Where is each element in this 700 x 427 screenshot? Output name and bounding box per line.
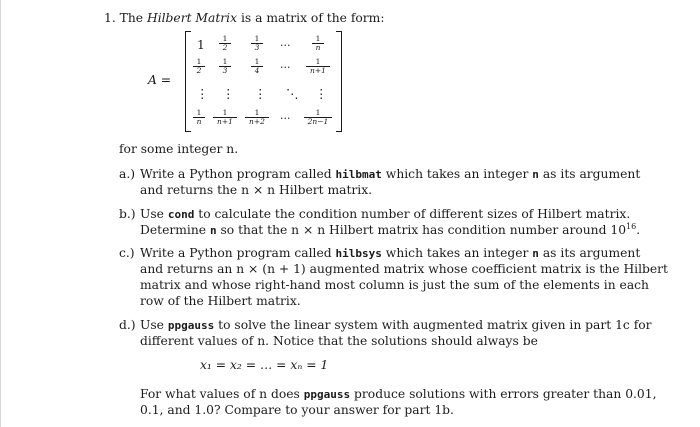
- solution-equation: x₁ = x₂ = … = xₙ = 1: [200, 358, 329, 372]
- part-d-label: d.): [119, 318, 136, 332]
- m31-vdots: ⋮: [196, 87, 209, 101]
- code-n: n: [209, 224, 217, 237]
- problem-number: 1.: [104, 11, 116, 25]
- m21: $\frac{1}{2}$: [193, 58, 205, 75]
- part-d-question1: For what values of n does ppgauss produce solutions with errors greater than 0.01,: [140, 387, 657, 401]
- m33-vdots: ⋮: [254, 87, 267, 101]
- m34-ddots: ⋱: [286, 87, 299, 101]
- m14-dots: ···: [280, 39, 291, 52]
- m44-dots: ···: [280, 112, 291, 125]
- code-n: n: [532, 168, 539, 181]
- m13: $\frac{1}{3}$: [251, 35, 263, 52]
- page-edge-shadow: [0, 0, 1, 427]
- part-c-line1: Write a Python program called hilbsys which takes an integer n as its argument: [140, 246, 641, 260]
- code-n: n: [532, 247, 539, 260]
- intro-hilbert-matrix: Hilbert Matrix: [146, 11, 238, 25]
- m32-vdots: ⋮: [222, 87, 235, 101]
- part-c-line3: matrix and whose right-hand most column is just the sum of the elements in each: [140, 278, 649, 292]
- part-d-line2: different values of n. Notice that the solutions should always be: [140, 334, 538, 348]
- part-c-line4: row of the Hilbert matrix.: [140, 294, 301, 308]
- left-bracket: [185, 31, 191, 132]
- intro-post: is a matrix of the form:: [237, 11, 385, 25]
- code-cond: cond: [167, 208, 195, 221]
- part-b-label: b.): [119, 207, 136, 221]
- m24-dots: ···: [280, 61, 291, 74]
- m11: 1: [197, 38, 205, 52]
- m15: $\frac{1}{n}$: [312, 35, 324, 52]
- matrix-lhs: A =: [148, 73, 172, 87]
- part-d-line1: Use ppgauss to solve the linear system with augmented matrix given in part 1c for: [140, 318, 652, 332]
- code-ppgauss: ppgauss: [167, 319, 215, 332]
- m23: $\frac{1}{4}$: [251, 58, 263, 75]
- part-a-label: a.): [119, 167, 136, 181]
- part-c-line2: and returns an n × (n + 1) augmented matrix whose coefficient matrix is the Hilbert: [140, 262, 668, 276]
- right-bracket: [336, 31, 342, 132]
- problem-heading: [104, 10, 384, 26]
- code-hilbsys: hilbsys: [335, 247, 382, 260]
- m42: $\frac{1}{n+1}$: [213, 109, 237, 126]
- m12: $\frac{1}{2}$: [219, 35, 231, 52]
- part-d-question2: 0.1, and 1.0? Compare to your answer for part 1b.: [140, 403, 454, 417]
- part-b-line2: Determine n so that the n × n Hilbert matrix has condition number around $10^{16}$.: [140, 222, 641, 237]
- intro-pre: The: [119, 11, 147, 25]
- for-some-integer: for some integer n.: [119, 142, 239, 156]
- part-b-line1: Use cond to calculate the condition number of different sizes of Hilbert matrix.: [140, 207, 631, 221]
- m41: $\frac{1}{n}$: [193, 109, 205, 126]
- part-a-line2: and returns the n × n Hilbert matrix.: [140, 183, 373, 197]
- m22: $\frac{1}{3}$: [219, 58, 231, 75]
- m45: $\frac{1}{2n-1}$: [304, 109, 332, 126]
- part-c-label: c.): [119, 246, 135, 260]
- m43: $\frac{1}{n+2}$: [245, 109, 269, 126]
- m35-vdots: ⋮: [315, 87, 328, 101]
- code-ppgauss: ppgauss: [303, 388, 351, 401]
- part-a-line1: Write a Python program called hilbmat which takes an integer n as its argument: [140, 167, 641, 181]
- code-hilbmat: hilbmat: [335, 168, 382, 181]
- m25: $\frac{1}{n+1}$: [306, 58, 330, 75]
